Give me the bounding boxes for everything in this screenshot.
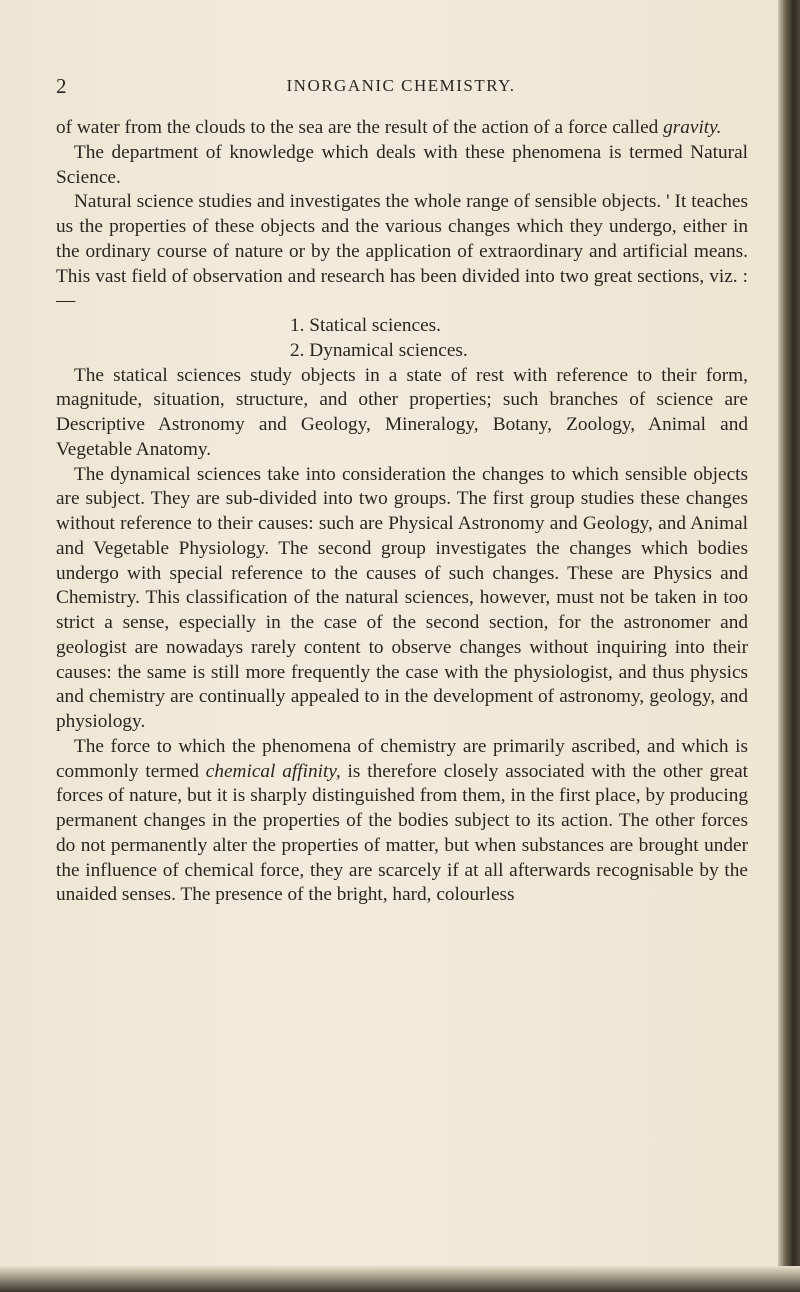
page-header xyxy=(56,74,746,104)
term-chemical-affinity: chemical affinity, xyxy=(205,760,341,782)
paragraph-6 xyxy=(56,735,748,908)
list-item: 1. Statical sciences. xyxy=(290,315,441,336)
paragraph-6-text-b: is therefore closely associated with the other great forces of nature, but it is sharply distinguished from them, in the first place, by producing permanent changes in the properties of the bodies subject to its action. The other forces do not permanently alter the properties of matter, but when substances are brought under the influence of chemical force, they are scarcely if at all afterwards recognisable by the unaided senses. The presence of the bright, hard, colourless xyxy=(56,760,748,906)
body-text xyxy=(56,116,748,908)
paragraph-1 xyxy=(56,116,748,141)
paragraph-5: The dynamical sciences take into consideration the changes to which sensible objects are subject. They are sub-divided into two groups. The first group studies these changes without reference to their causes: such are Physical Astronomy and Geology, and Animal and Vegetable Physiology. The second group investigates the changes which bodies undergo with special reference to the causes of such changes. These are Physics and Chemistry. This classification of the natural sciences, however, must not be taken in too strict a sense, especially in the case of the second section, for the astronomer and geologist are nowadays rarely content to observe changes without inquiring into their causes: the same is still more frequently the case with the physiologist, and thus physics and chemistry are continually appealed to in the development of astronomy, geology, and physiology. xyxy=(56,463,748,732)
page-bottom-edge xyxy=(0,1266,800,1292)
paragraph-6-text-a: The force to which the phenomena of chemistry are primarily ascribed, and which is commonly termed xyxy=(56,735,748,782)
list-item: 2. Dynamical sciences. xyxy=(290,339,468,361)
paragraph-1-text: of water from the clouds to the sea are the result of the action of a force called xyxy=(56,117,664,138)
page-number: 2 xyxy=(56,74,67,98)
sciences-list xyxy=(56,314,748,364)
paragraph-2: The department of knowledge which deals with these phenomena is termed Natural Science. xyxy=(56,141,748,188)
paragraph-3: Natural science studies and investigates the whole range of sensible objects. ' It teaches us the properties of these objects and the various changes which they undergo, either in the ordinary course of nature or by the application of extraordinary and artificial means. This vast field of observation and research has been divided into two great sections, viz. :— xyxy=(56,191,748,312)
page-binding-shadow xyxy=(778,0,800,1292)
term-gravity: gravity. xyxy=(663,117,722,138)
paragraph-4: The statical sciences study objects in a state of rest with reference to their form, magnitude, situation, structure, and other properties; such branches of science are Descriptive Astronomy and Geology, Mineralogy, Botany, Zoology, Animal and Vegetable Anatomy. xyxy=(56,364,748,460)
running-head: INORGANIC CHEMISTRY. xyxy=(286,76,516,95)
